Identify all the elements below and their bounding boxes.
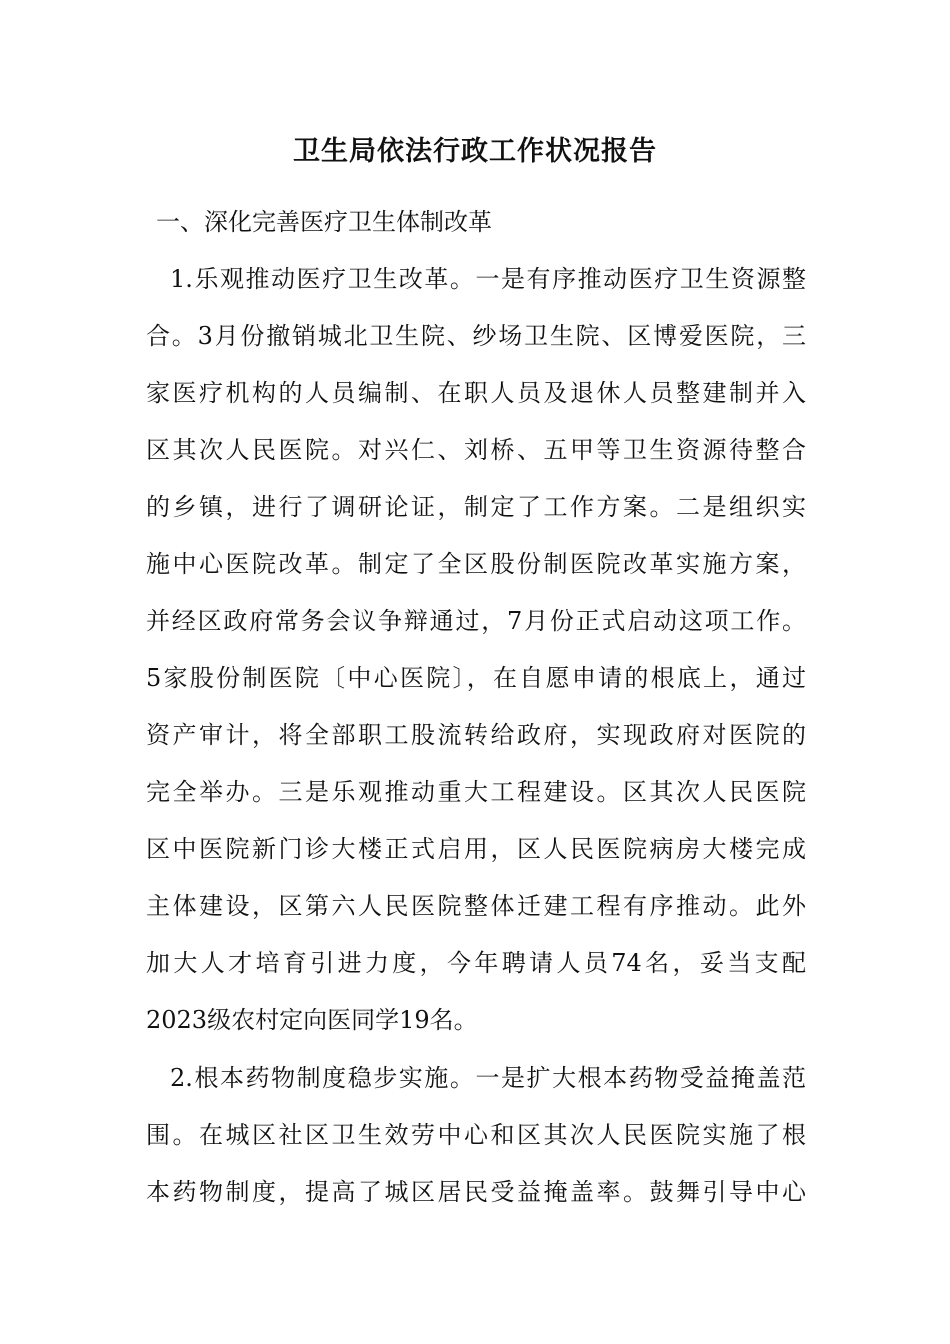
paragraph-line: 施中心医院改革。制定了全区股份制医院改革实施方案， [146, 550, 806, 578]
paragraph-line: 本药物制度，提高了城区居民受益掩盖率。鼓舞引导中心 [146, 1178, 806, 1206]
paragraph-line: 的乡镇，进行了调研论证，制定了工作方案。二是组织实 [146, 493, 806, 521]
paragraph-line: 2.根本药物制度稳步实施。一是扩大根本药物受益掩盖范 [170, 1064, 806, 1092]
paragraph-line: 5家股份制医院〔中心医院〕，在自愿申请的根底上，通过 [146, 664, 806, 692]
paragraph-line: 区中医院新门诊大楼正式启用，区人民医院病房大楼完成 [146, 835, 806, 863]
paragraph-line: 1.乐观推动医疗卫生改革。一是有序推动医疗卫生资源整 [170, 265, 806, 293]
paragraph-line: 完全举办。三是乐观推动重大工程建设。区其次人民医院 [146, 778, 806, 806]
paragraph-line: 合。3月份撤销城北卫生院、纱场卫生院、区博爱医院，三 [146, 322, 806, 350]
paragraph-line: 2023级农村定向医同学19名。 [146, 1006, 478, 1034]
document-title: 卫生局依法行政工作状况报告 [293, 136, 657, 167]
paragraph-line: 主体建设，区第六人民医院整体迁建工程有序推动。此外 [146, 892, 806, 920]
paragraph-line: 区其次人民医院。对兴仁、刘桥、五甲等卫生资源待整合 [146, 436, 806, 464]
paragraph-line: 家医疗机构的人员编制、在职人员及退休人员整建制并入 [146, 379, 806, 407]
paragraph-line: 加大人才培育引进力度，今年聘请人员74名，妥当支配 [146, 949, 806, 977]
paragraph-line: 资产审计，将全部职工股流转给政府，实现政府对医院的 [146, 721, 806, 749]
section-heading: 一、深化完善医疗卫生体制改革 [156, 208, 492, 236]
paragraph-line: 围。在城区社区卫生效劳中心和区其次人民医院实施了根 [146, 1121, 806, 1149]
paragraph-line: 并经区政府常务会议争辩通过，7月份正式启动这项工作。 [146, 607, 806, 635]
